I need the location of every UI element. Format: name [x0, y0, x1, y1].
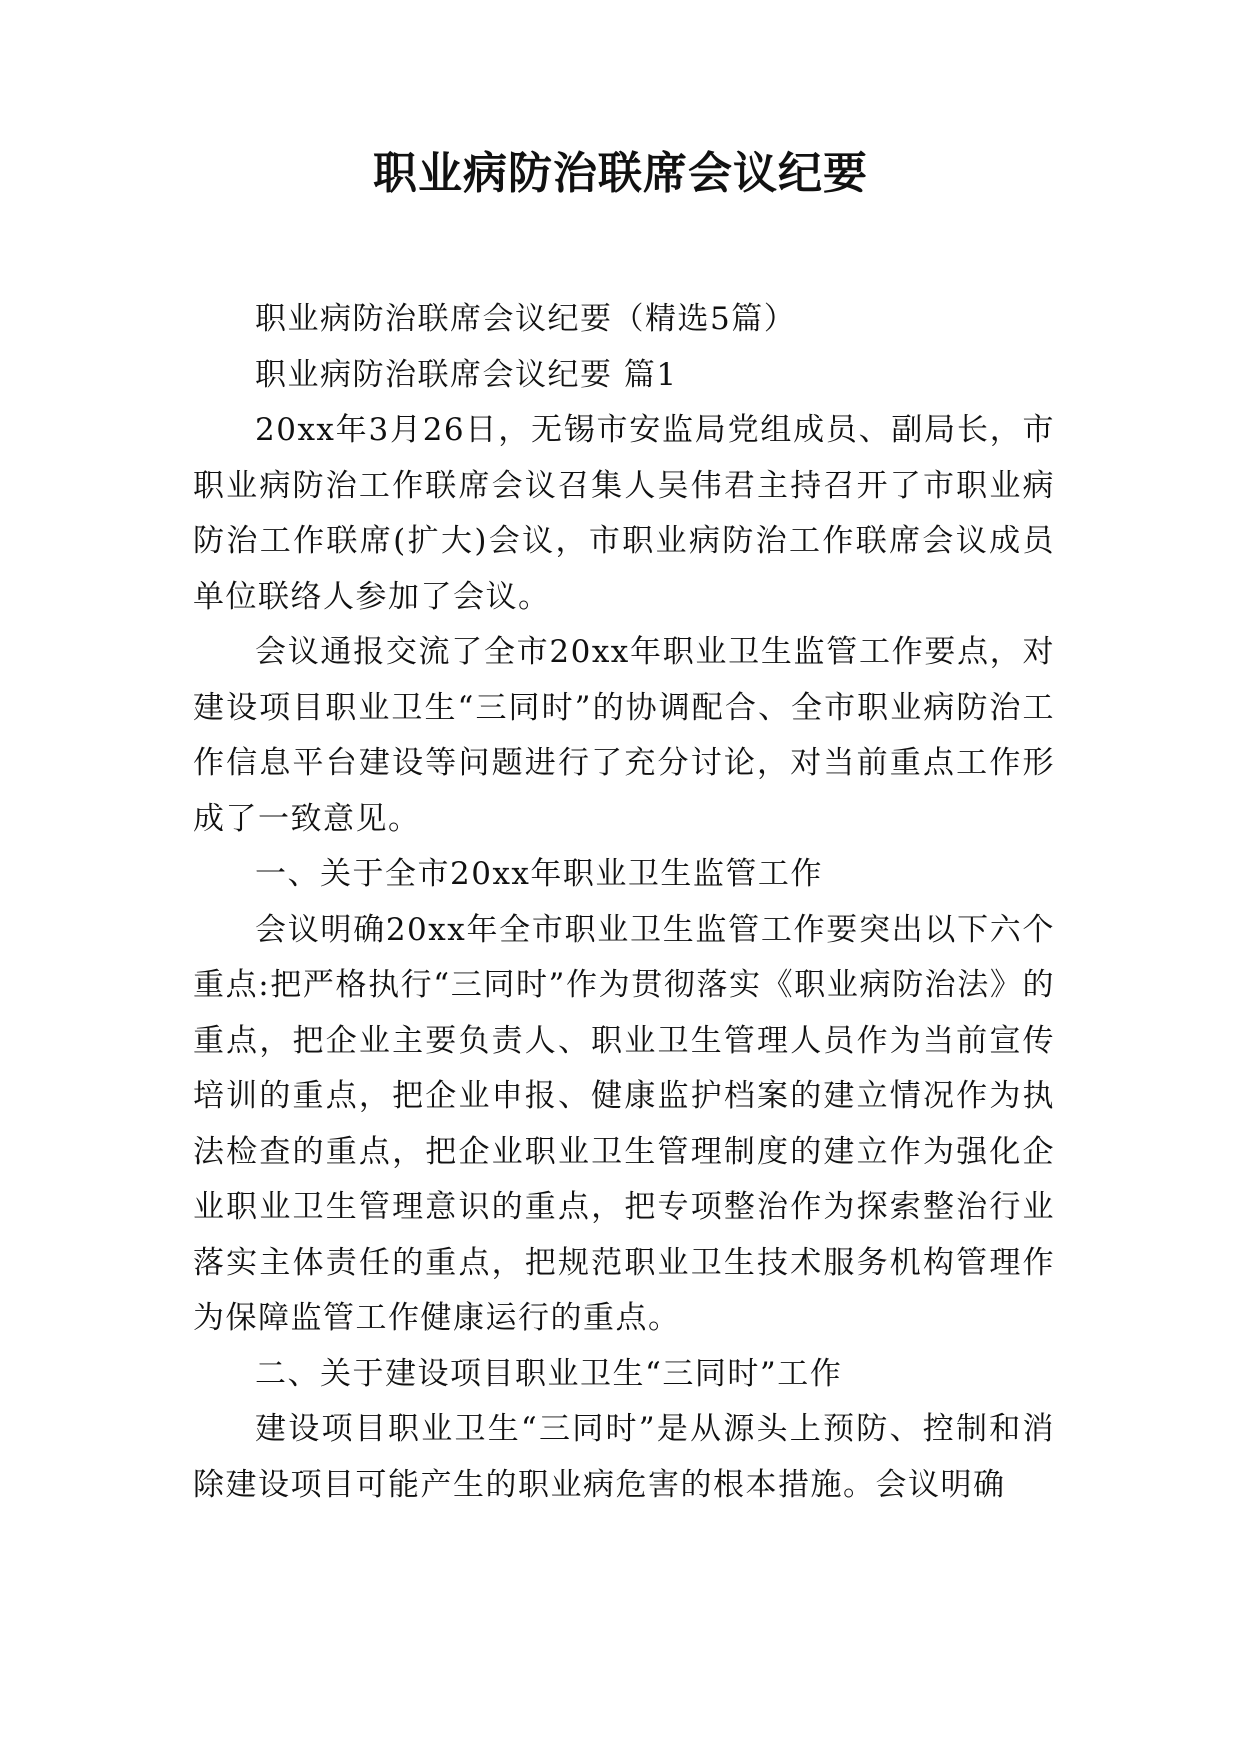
- section-heading-1: 一、关于全市20xx年职业卫生监管工作: [255, 856, 823, 892]
- document-title: 职业病防治联席会议纪要: [373, 148, 868, 199]
- section-heading-article-1: 职业病防治联席会议纪要 篇1: [255, 356, 678, 393]
- section-heading-2: 二、关于建设项目职业卫生“三同时”工作: [255, 1355, 843, 1392]
- document-body: [193, 292, 1055, 1513]
- paragraph-key-points: 会议明确20xx年全市职业卫生监管工作要突出以下六个重点:把严格执行“三同时”作为贯彻落实《职业病防治法》的重点，把企业主要负责人、职业卫生管理人员作为当前宣传培训的重点，把企业申报、健康监护档案的建立情况作为执法检查的重点，把企业职业卫生管理制度的建立作为强化企业职业卫生管理意识的重点，把专项整治作为探索整治行业落实主体责任的重点，把规范职业卫生技术服务机构管理作为保障监管工作健康运行的重点。: [193, 911, 1055, 1336]
- paragraph-three-simultaneous: 建设项目职业卫生“三同时”是从源头上预防、控制和消除建设项目可能产生的职业病危害的根本措施。会议明确: [193, 1411, 1055, 1503]
- doc-subtitle: 职业病防治联席会议纪要（精选5篇）: [255, 301, 797, 337]
- paragraph-meeting-summary: 会议通报交流了全市20xx年职业卫生监管工作要点，对建设项目职业卫生“三同时”的协调配合、全市职业病防治工作信息平台建设等问题进行了充分讨论，对当前重点工作形成了一致意见。: [193, 634, 1055, 837]
- paragraph-meeting-intro: 20xx年3月26日，无锡市安监局党组成员、副局长，市职业病防治工作联席会议召集人吴伟君主持召开了市职业病防治工作联席(扩大)会议，市职业病防治工作联席会议成员单位联络人参加了会议。: [193, 412, 1055, 615]
